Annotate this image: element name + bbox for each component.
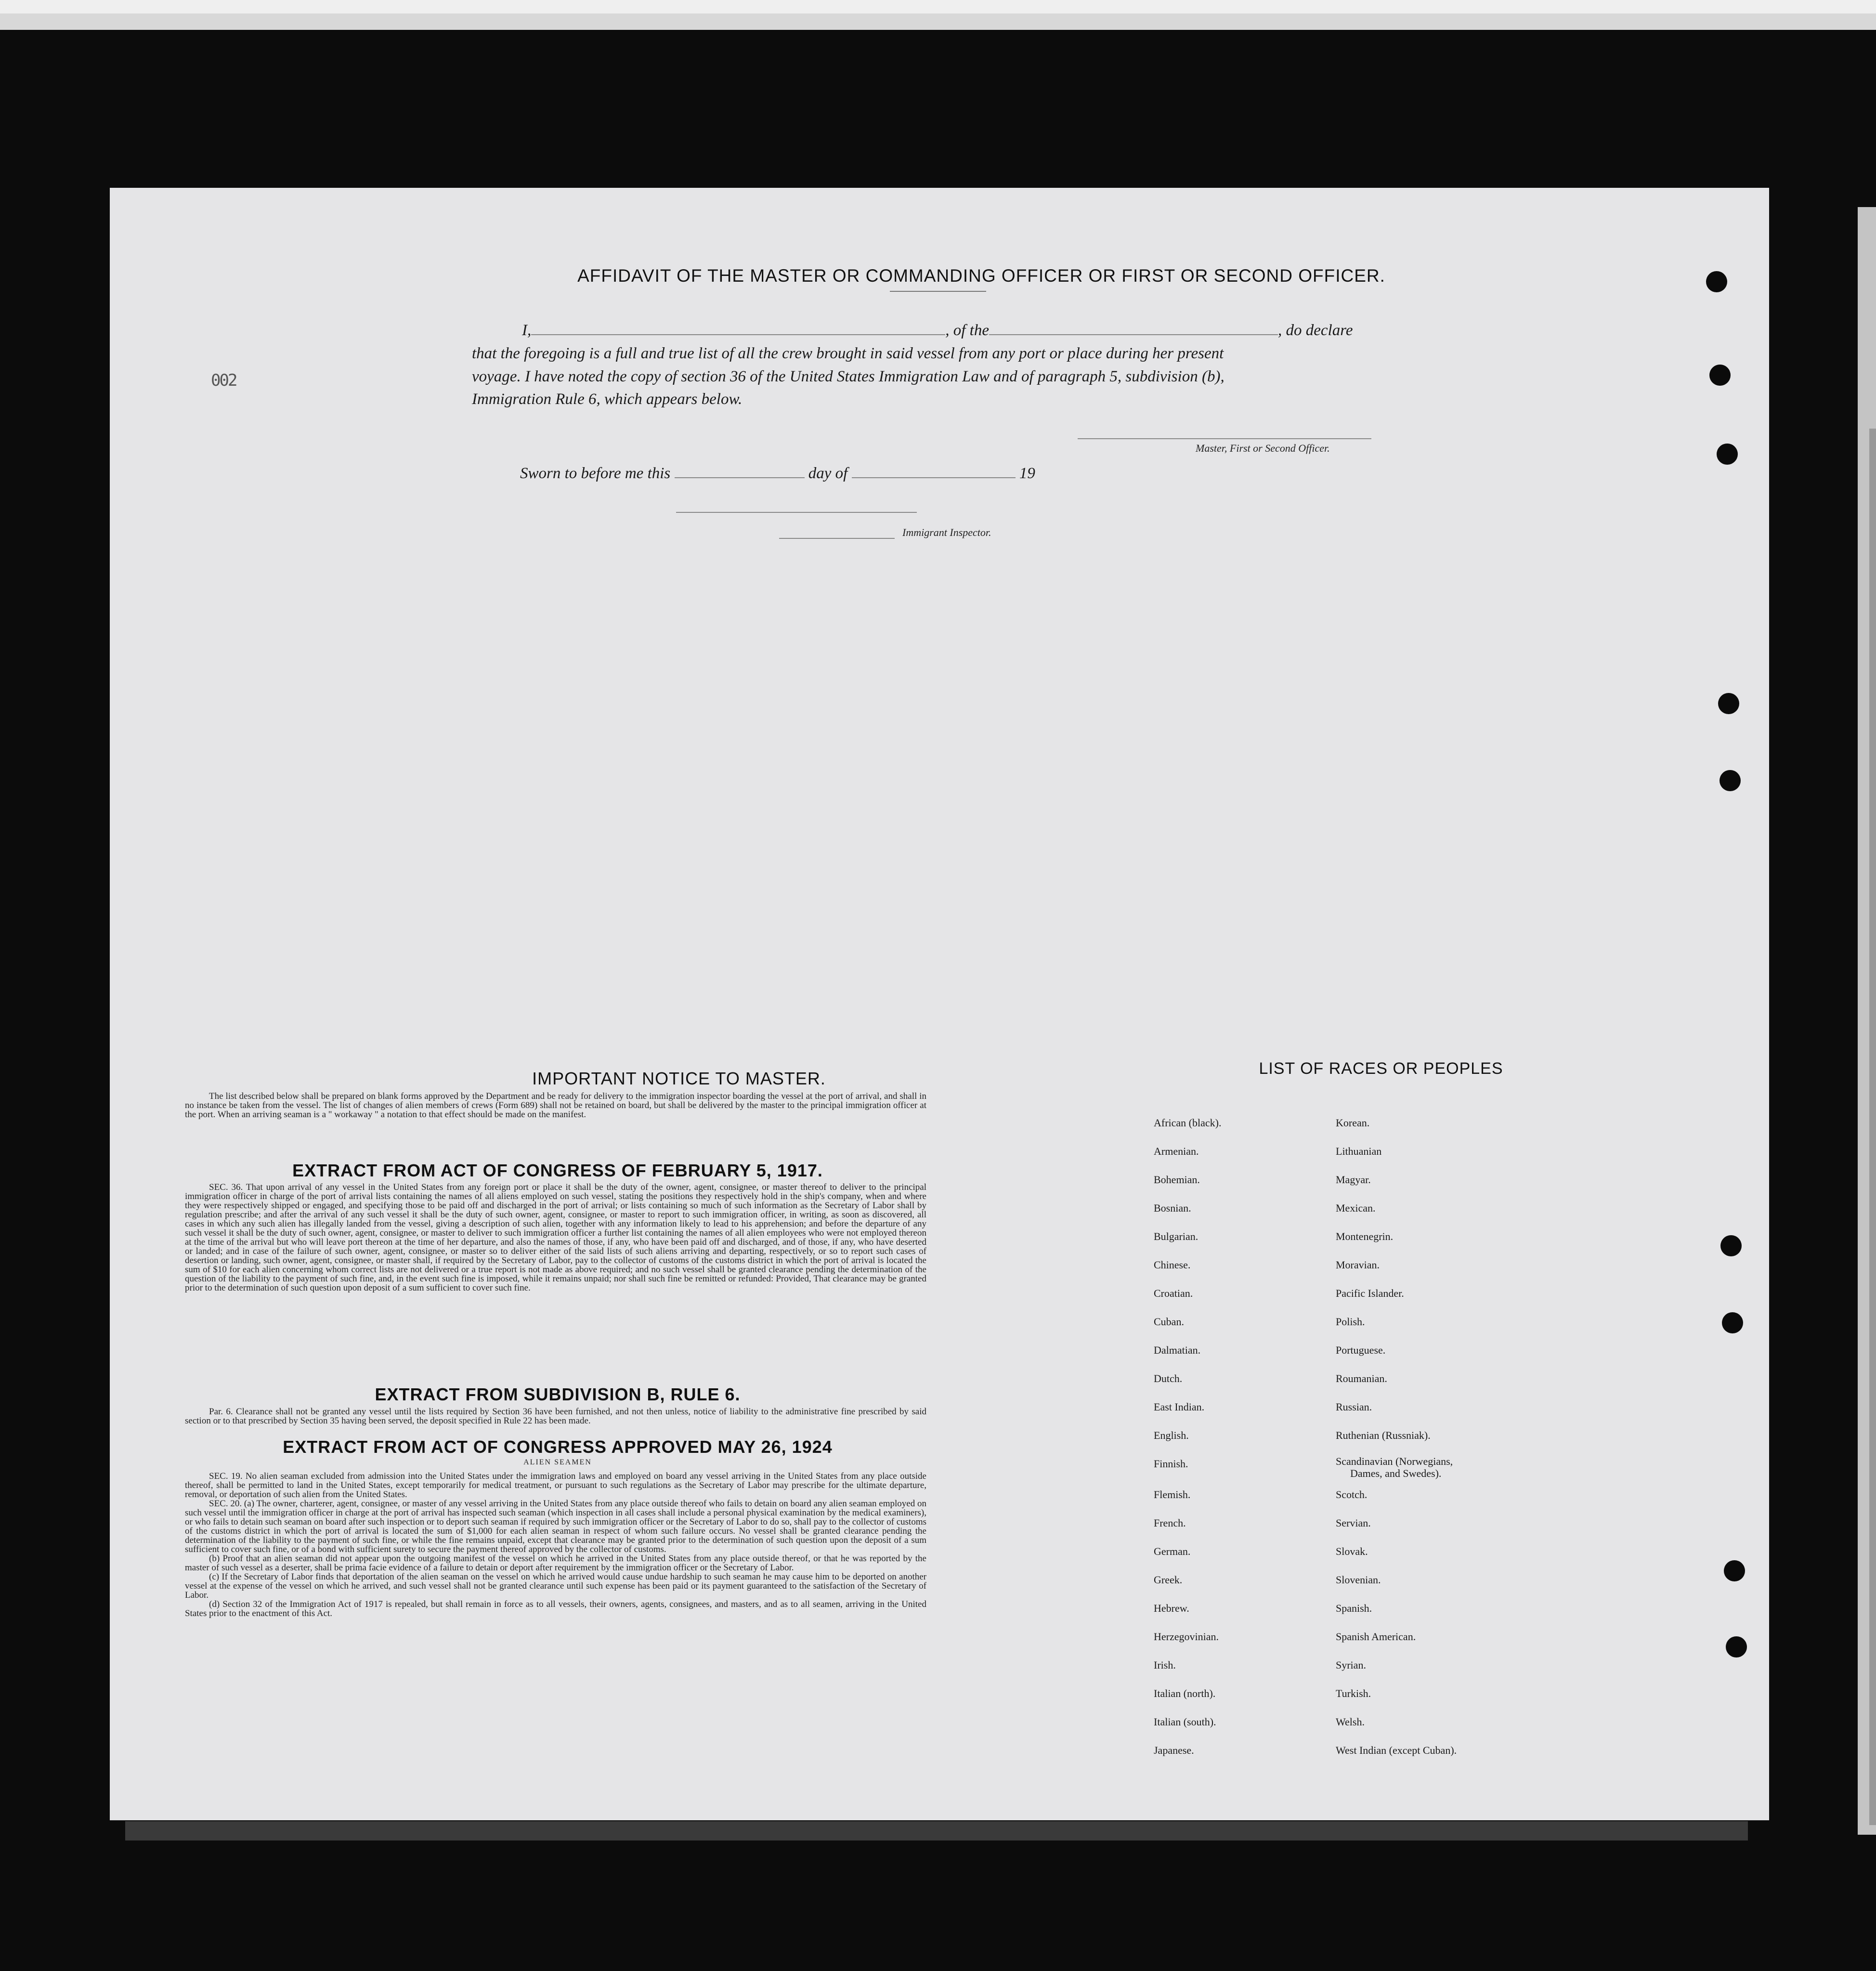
master-caption: Master, First or Second Officer. — [1196, 442, 1330, 454]
affidavit-line-2: that the foregoing is a full and true list of all the crew brought in said vessel from any port or place during her present — [472, 345, 1224, 362]
affidavit-line-3: voyage. I have noted the copy of section 36 of the United States Immigration Law and of paragraph 5, subdivision (b), — [472, 368, 1225, 385]
year-text: 19 — [1019, 465, 1035, 482]
notice-body — [185, 1092, 926, 1119]
race-entry: Italian (south). — [1154, 1716, 1216, 1728]
sec-20b-text: (b) Proof that an alien seaman did not appear upon the outgoing manifest of the vessel on which he arrived in the United States from any place outside thereof, or that he was reported by the master of such vessel as a deserter, shall be prima facie evidence of a failure to detain or deport after requirement by the immigration officer or the Secretary of Labor. — [185, 1553, 926, 1573]
race-entry: Finnish. — [1154, 1458, 1188, 1470]
notice-title: IMPORTANT NOTICE TO MASTER. — [532, 1069, 826, 1088]
race-entry: Russian. — [1336, 1401, 1372, 1413]
punch-hole — [1718, 693, 1739, 714]
race-entry: Moravian. — [1336, 1259, 1380, 1271]
extract-1917-body — [185, 1183, 926, 1292]
punch-hole — [1720, 770, 1741, 791]
punch-hole — [1726, 1636, 1747, 1658]
race-entry: French. — [1154, 1517, 1186, 1529]
race-entry: Ruthenian (Russniak). — [1336, 1429, 1431, 1441]
document-page — [110, 188, 1769, 1820]
race-entry: Cuban. — [1154, 1316, 1184, 1328]
sec-20d-text: (d) Section 32 of the Immigration Act of 1917 is repealed, but shall remain in force as to all vessels, their owners, agents, consignees, and masters, and as to all seamen, arriving in the United States prior to the enactment of this Act. — [185, 1599, 926, 1619]
race-entry: Roumanian. — [1336, 1372, 1387, 1384]
race-entry: Armenian. — [1154, 1145, 1199, 1157]
section-36-text: SEC. 36. That upon arrival of any vessel in the United States from any foreign port or place it shall be the duty of the owner, agent, consignee, or master thereof to deliver to the principal immigration officer in charge of the port of arrival lists containing the names of all aliens employed on such vessel, stating the positions they respectively hold in the ship's company, when and where they were respectively shipped or engaged, and specifying those to be paid off and discharged in the port of arrival; or lists containing so much of such information as the Secretary of Labor shall by regulation prescribe; and after the arrival of any such vessel it shall be the duty of such owner, agent, consignee, or master to report to such immigration officer, in writing, as soon as discovered, all cases in which any such alien has illegally landed from the vessel, giving a description of such alien, together with any information likely to lead to his apprehension; and before the departure of any such vessel it shall be the duty of such owner, agent, consignee, or master to deliver to such immigration officer a further list containing the names of all alien employees who were not employed thereon at the time of the arrival but who will leave port thereon at the time of her departure, and also the names of those, if any, who have been paid off and discharged, and of those, if any, who have deserted or landed; and in case of the failure of such owner, agent, consignee, or master so to deliver either of the said lists of such aliens arriving and departing, respectively, or so to report such cases of desertion or landing, such owner, agent, consignee, or master shall, if required by the Secretary of Labor, pay to the collector of customs of the customs district in which the port of arrival is located the sum of $10 for each alien concerning whom correct lists are not delivered or a true report is not made as above required; and no such vessel shall be granted clearance pending the determination of the question of the liability to the payment of such fine, and, in the event such fine is imposed, while it remains unpaid; nor shall such fine be remitted or refunded: Provided, That clearance may be granted prior to the determination of such question upon deposit of a sum sufficient to cover such fine. — [185, 1182, 926, 1293]
race-entry: Polish. — [1336, 1316, 1365, 1328]
race-entry: Slovak. — [1336, 1545, 1368, 1557]
race-entry: Welsh. — [1336, 1716, 1365, 1728]
rule-6-body — [185, 1407, 926, 1425]
sworn-line — [520, 465, 1146, 483]
affidavit-line-4: Immigration Rule 6, which appears below. — [472, 391, 743, 408]
extract-1924-title: EXTRACT FROM ACT OF CONGRESS APPROVED MAY 26, 1924 — [283, 1437, 833, 1457]
sec-20c-text: (c) If the Secretary of Labor finds that deportation of the alien seaman on the vessel on which he arrived would cause undue hardship to such seaman he may cause him to be deported on another vessel at the expense of the vessel on which he arrived, and such vessel shall not be granted clearance until such expense has been paid or its payment guaranteed to the satisfaction of the Secretary of Labor. — [185, 1572, 926, 1600]
punch-hole — [1720, 1235, 1742, 1256]
race-entry: West Indian (except Cuban). — [1336, 1744, 1457, 1756]
punch-hole — [1717, 444, 1738, 465]
scanner-top-strip — [0, 0, 1876, 30]
day-of-text: day of — [808, 465, 848, 482]
alien-seamen-subtitle: ALIEN SEAMEN — [523, 1458, 592, 1466]
inspector-signature-line-top — [676, 512, 917, 513]
race-entry: Bulgarian. — [1154, 1230, 1199, 1242]
sec-19-text: SEC. 19. No alien seaman excluded from admission into the United States under the immigration laws and employed on board any vessel arriving in the United States from any place outside thereof, shall be permitted to land in the United States, except temporarily for medical treatment, or pursuant to such regulations as the Secretary of Labor may prescribe for the ultimate departure, removal, or deportation of such alien from the United States. — [185, 1471, 926, 1500]
race-entry: East Indian. — [1154, 1401, 1205, 1413]
race-entry: English. — [1154, 1429, 1189, 1441]
race-entry: Chinese. — [1154, 1259, 1191, 1271]
race-entry: Dames, and Swedes). — [1350, 1467, 1442, 1479]
of-the-text: , of the — [945, 322, 989, 339]
race-entry: Dutch. — [1154, 1372, 1183, 1384]
affidavit-title: AFFIDAVIT OF THE MASTER OR COMMANDING OFFICER OR FIRST OR SECOND OFFICER. — [577, 266, 1385, 286]
race-entry: Japanese. — [1154, 1744, 1194, 1756]
inspector-signature-line — [779, 538, 895, 539]
race-entry: Magyar. — [1336, 1174, 1371, 1186]
races-title: LIST OF RACES OR PEOPLES — [1259, 1059, 1503, 1078]
title-rule — [890, 291, 986, 292]
month-blank — [852, 477, 1016, 478]
vessel-blank — [989, 334, 1278, 335]
race-entry: Portuguese. — [1336, 1344, 1386, 1356]
race-entry: Turkish. — [1336, 1687, 1371, 1699]
punch-hole — [1724, 1560, 1745, 1581]
race-entry: Flemish. — [1154, 1488, 1191, 1501]
race-entry: Bohemian. — [1154, 1174, 1200, 1186]
race-entry: Irish. — [1154, 1659, 1176, 1671]
race-entry: Korean. — [1336, 1117, 1370, 1129]
race-entry: Bosnian. — [1154, 1202, 1191, 1214]
race-entry: Croatian. — [1154, 1287, 1193, 1299]
race-entry: German. — [1154, 1545, 1191, 1557]
race-entry: Dalmatian. — [1154, 1344, 1201, 1356]
notice-paragraph: The list described below shall be prepared on blank forms approved by the Department and be ready for delivery to the immigration inspector boarding the vessel at the port of arrival, and shall in no instance be taken from the vessel. The list of changes of alien members of crews (Form 689) shall not be retained on board, but shall be delivered by the master to the principal immigration officer at the port. When an arriving seaman is a " workaway " a notation to that effect should be made on the manifest. — [185, 1091, 926, 1120]
race-entry: Hebrew. — [1154, 1602, 1189, 1614]
do-declare-text: , do declare — [1277, 322, 1353, 339]
adjacent-sheet-shadow — [1869, 429, 1876, 1825]
race-entry: Slovenian. — [1336, 1574, 1381, 1586]
race-entry: Syrian. — [1336, 1659, 1366, 1671]
extract-1924-body — [185, 1472, 926, 1618]
sworn-text: Sworn to before me this — [520, 465, 671, 482]
punch-hole — [1709, 365, 1731, 386]
punch-hole — [1722, 1312, 1743, 1333]
extract-1917-title: EXTRACT FROM ACT OF CONGRESS OF FEBRUARY 5, 1917. — [292, 1161, 823, 1180]
name-blank — [531, 334, 945, 335]
race-entry: Herzegovinian. — [1154, 1631, 1219, 1643]
race-entry: Greek. — [1154, 1574, 1183, 1586]
race-entry: Pacific Islander. — [1336, 1287, 1404, 1299]
race-entry: Spanish. — [1336, 1602, 1372, 1614]
rule-6-title: EXTRACT FROM SUBDIVISION B, RULE 6. — [375, 1384, 741, 1404]
sec-20a-text: SEC. 20. (a) The owner, charterer, agent, consignee, or master of any vessel arriving in the United States from any place outside thereof who fails to detain on board any alien seaman employed on such vessel until the immigration officer in charge at the port of arrival has inspected such seaman (which inspection in all cases shall include a personal physical examination by the medical examiners), or who fails to detain such seaman on board after such inspection or to deport such seaman if required by such immigration officer or the Secretary of Labor to do so, shall pay to the collector of customs of the customs district in which the port of arrival is located the sum of $1,000 for each alien seaman in respect of whom such failure occurs. No vessel shall be granted clearance pending the determination of the liability to the payment of such fine, or while the fine remains unpaid, except that clearance may be granted prior to the determination of such question upon the deposit of a sum sufficient to cover such fine, or of a bond with sufficient surety to secure the payment thereof approved by the collector of customs. — [185, 1499, 926, 1554]
master-signature-line — [1078, 438, 1371, 439]
day-blank — [675, 477, 805, 478]
page-number-stamp: 002 — [211, 371, 236, 390]
page-bottom-shadow — [125, 1821, 1748, 1840]
race-entry: Scandinavian (Norwegians, — [1336, 1455, 1453, 1467]
race-entry: Lithuanian — [1336, 1145, 1382, 1157]
affidavit-line-1 — [522, 322, 1519, 339]
punch-hole — [1706, 271, 1727, 292]
race-entry: African (black). — [1154, 1117, 1222, 1129]
race-entry: Servian. — [1336, 1517, 1371, 1529]
race-entry: Scotch. — [1336, 1488, 1368, 1501]
race-entry: Spanish American. — [1336, 1631, 1416, 1643]
race-entry: Italian (north). — [1154, 1687, 1216, 1699]
race-entry: Montenegrin. — [1336, 1230, 1394, 1242]
race-entry: Mexican. — [1336, 1202, 1376, 1214]
inspector-caption: Immigrant Inspector. — [902, 526, 991, 538]
i-prefix: I, — [522, 322, 532, 339]
rule-6-paragraph: Par. 6. Clearance shall not be granted any vessel until the lists required by Section 36 have been furnished, and not then unless, notice of liability to the administrative fine prescribed by said section or to that prescribed by Section 35 having been served, the deposit specified in Rule 22 has been made. — [185, 1407, 926, 1426]
